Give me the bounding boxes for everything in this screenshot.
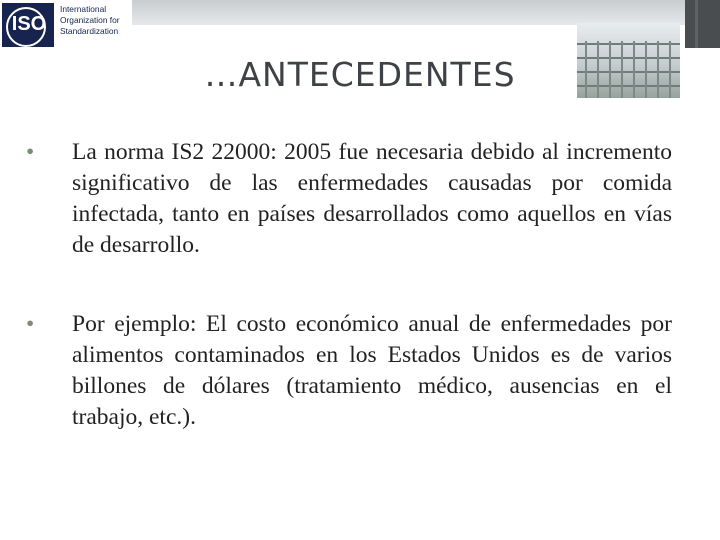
bullet-dot-icon: • bbox=[26, 139, 35, 165]
bullet-dot-icon: • bbox=[26, 311, 35, 337]
bullet-text: Por ejemplo: El costo económico anual de enfermedades por alimentos contaminados en los Estados Unidos es de varios billones de dólares (tratamiento médico, ausencias en el trabajo, etc.). bbox=[72, 311, 672, 430]
cart-rail bbox=[577, 43, 680, 45]
header-corner-accent bbox=[685, 0, 720, 48]
iso-organization-name: International Organization for Standardization bbox=[60, 4, 120, 36]
bullet-item bbox=[26, 137, 672, 261]
corner-accent-stripe bbox=[695, 0, 698, 48]
bullet-text: La norma IS2 22000: 2005 fue necesaria debido al incremento significativo de las enfermedades causadas por comida infectada, tanto en países desarrollados como aquellos en vías de desarrollo. bbox=[72, 139, 672, 258]
iso-logo-mark bbox=[2, 3, 54, 47]
slide-title: …ANTECEDENTES bbox=[204, 55, 516, 94]
iso-logo bbox=[0, 0, 132, 50]
iso-logo-text: ISO bbox=[11, 13, 47, 35]
bullet-item bbox=[26, 309, 672, 433]
